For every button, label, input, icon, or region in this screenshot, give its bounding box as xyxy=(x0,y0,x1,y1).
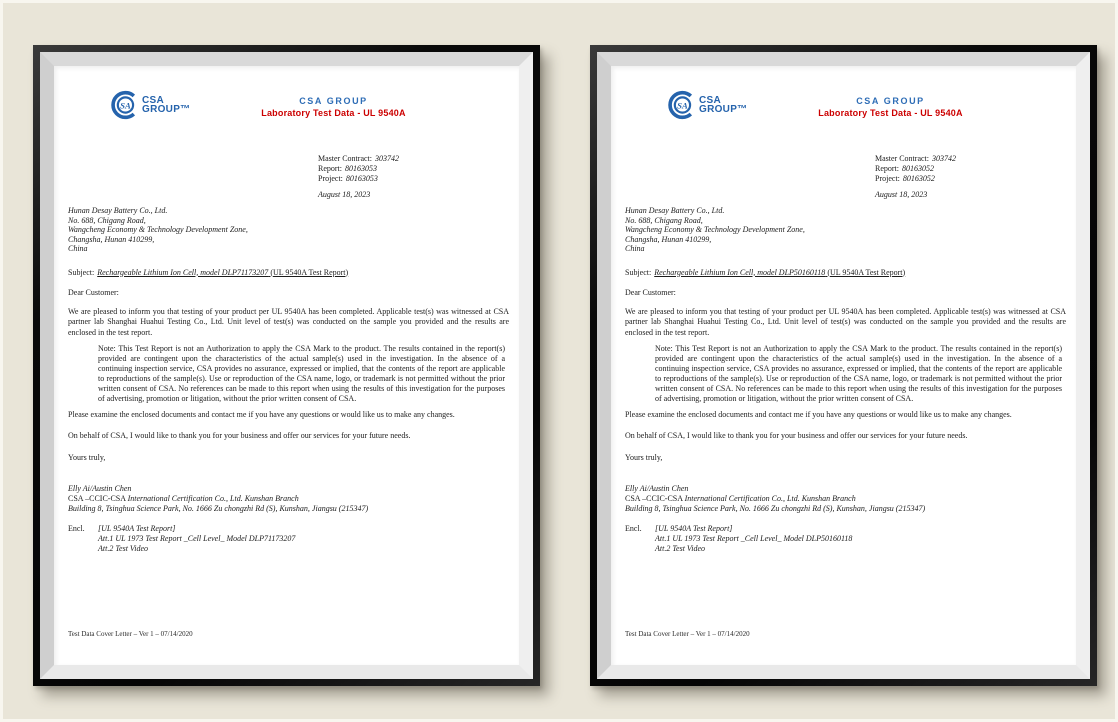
logo-word-2: GROUP™ xyxy=(699,104,748,115)
enclosure-item: Att.2 Test Video xyxy=(655,543,705,553)
letterhead xyxy=(68,90,509,146)
report-row: Report: 80163052 xyxy=(875,164,934,173)
address-line: Hunan Desay Battery Co., Ltd. xyxy=(625,206,725,215)
frame-mat xyxy=(597,52,1090,679)
svg-text:SA: SA xyxy=(120,100,131,111)
closing: Yours truly, xyxy=(68,453,106,462)
subject-label: Subject: xyxy=(625,267,652,277)
subject-line xyxy=(68,268,509,279)
address-line: No. 688, Chigang Road, xyxy=(625,215,703,225)
enclosure-item: Att.1 UL 1973 Test Report _Cell Level_ Model DLP71173207 xyxy=(98,533,296,543)
letter-date: August 18, 2023 xyxy=(875,190,928,199)
body-paragraph-3: On behalf of CSA, I would like to thank you for your business and offer our services for your future needs. xyxy=(625,430,968,440)
letter-page xyxy=(611,66,1076,665)
enclosures-label: Encl. xyxy=(625,523,642,533)
svg-text:SA: SA xyxy=(677,100,688,111)
letter-date: August 18, 2023 xyxy=(318,190,371,199)
address-line: China xyxy=(68,244,88,253)
report-value: 80163053 xyxy=(345,164,377,173)
address-line: Wangcheng Economy & Technology Development Zone, xyxy=(68,225,248,234)
signature-block xyxy=(625,484,1066,514)
logo-word-1: CSA xyxy=(142,94,165,106)
letter-frame-left xyxy=(33,45,540,686)
note-paragraph: Note: This Test Report is not an Authorization to apply the CSA Mark to the product. The results contained in the report(s) provided are contingent upon the characteristics of the actual sample(s) used in the investigation. In the absence of a continuing inspection service, CSA provides no assurance, expressed or implied, that the contents of the report are applicable to reproductions of the sample(s). Use or reproduction of the CSA name, logo, or trademark is not permitted without the prior written consent of CSA. No references can be made to this report when using the results of this investigation for the purposes of advertising, promotion or litigation, without the prior written consent of CSA. xyxy=(98,344,505,403)
body-paragraph-1: We are pleased to inform you that testing of your product per UL 9540A has been completed. Applicable test(s) was witnessed at CSA partner lab Shanghai Huahui Testing Co., Ltd. Unit level of test(s) was conducted on the sample you provided and the results are enclosed in the test report. xyxy=(68,306,509,337)
master-contract-row: Master Contract: 303742 xyxy=(875,154,956,163)
subject-suffix: (UL 9540A Test Report) xyxy=(268,267,349,277)
letterhead xyxy=(625,90,1066,146)
signer-company: CSA –CCIC-CSA International Certification Co., Ltd. Kunshan Branch xyxy=(68,493,299,503)
master-contract-value: 303742 xyxy=(931,154,956,163)
csa-emblem-icon xyxy=(665,90,697,120)
address-line: No. 688, Chigang Road, xyxy=(68,215,146,225)
body-paragraph-2: Please examine the enclosed documents and contact me if you have any questions or would like us to make any changes. xyxy=(625,410,1012,419)
recipient-address xyxy=(68,206,509,254)
enclosures-block xyxy=(68,524,509,554)
report-row: Report: 80163053 xyxy=(318,164,377,173)
subject-model: Rechargeable Lithium Ion Cell, model DLP71173207 xyxy=(97,267,269,277)
logo-word-2: GROUP™ xyxy=(142,104,191,115)
reference-block xyxy=(318,154,509,200)
frame-mat xyxy=(40,52,533,679)
enclosures-label: Encl. xyxy=(68,523,85,533)
letter-page xyxy=(54,66,519,665)
closing: Yours truly, xyxy=(625,453,663,462)
master-contract-row: Master Contract: 303742 xyxy=(318,154,399,163)
signer-company: CSA –CCIC-CSA International Certification Co., Ltd. Kunshan Branch xyxy=(625,493,856,503)
project-row: Project: 80163052 xyxy=(875,174,935,183)
signer-address: Building 8, Tsinghua Science Park, No. 1666 Zu chongzhi Rd (S), Kunshan, Jiangsu (215347) xyxy=(625,503,926,513)
letterhead-subtitle: Laboratory Test Data - UL 9540A xyxy=(818,107,963,118)
csa-emblem-icon xyxy=(108,90,140,120)
project-value: 80163052 xyxy=(902,174,935,183)
document-footer: Test Data Cover Letter – Ver 1 – 07/14/2020 xyxy=(625,629,750,638)
salutation: Dear Customer: xyxy=(68,288,119,297)
address-line: Changsha, Hunan 410299, xyxy=(68,234,155,244)
enclosures-block xyxy=(625,524,1066,554)
body-paragraph-1: We are pleased to inform you that testing of your product per UL 9540A has been completed. Applicable test(s) was witnessed at CSA partner lab Shanghai Huahui Testing Co., Ltd. Unit level of test(s) was conducted on the sample you provided and the results are enclosed in the test report. xyxy=(625,306,1066,337)
letter-frame-right xyxy=(590,45,1097,686)
signer-name: Elly Ai/Austin Chen xyxy=(68,483,132,493)
recipient-address xyxy=(625,206,1066,254)
address-line: Wangcheng Economy & Technology Development Zone, xyxy=(625,225,805,234)
address-line: Hunan Desay Battery Co., Ltd. xyxy=(68,206,168,215)
letterhead-title-block xyxy=(158,96,509,118)
letterhead-title: CSA GROUP xyxy=(299,96,368,106)
reference-block xyxy=(875,154,1066,200)
subject-suffix: (UL 9540A Test Report) xyxy=(825,267,906,277)
body-paragraph-2: Please examine the enclosed documents and contact me if you have any questions or would like us to make any changes. xyxy=(68,410,455,419)
document-footer: Test Data Cover Letter – Ver 1 – 07/14/2020 xyxy=(68,629,193,638)
enclosure-item: [UL 9540A Test Report] xyxy=(655,523,733,533)
subject-line xyxy=(625,268,1066,279)
signature-block xyxy=(68,484,509,514)
project-row: Project: 80163053 xyxy=(318,174,378,183)
report-value: 80163052 xyxy=(902,164,934,173)
subject-model: Rechargeable Lithium Ion Cell, model DLP50160118 xyxy=(654,267,826,277)
enclosure-item: Att.1 UL 1973 Test Report _Cell Level_ Model DLP50160118 xyxy=(655,533,853,543)
enclosure-item: [UL 9540A Test Report] xyxy=(98,523,176,533)
project-value: 80163053 xyxy=(345,174,378,183)
address-line: China xyxy=(625,244,645,253)
master-contract-value: 303742 xyxy=(374,154,399,163)
signer-name: Elly Ai/Austin Chen xyxy=(625,483,689,493)
salutation: Dear Customer: xyxy=(625,288,676,297)
letterhead-title-block xyxy=(715,96,1066,118)
letterhead-title: CSA GROUP xyxy=(856,96,925,106)
subject-label: Subject: xyxy=(68,267,95,277)
enclosure-item: Att.2 Test Video xyxy=(98,543,148,553)
letterhead-subtitle: Laboratory Test Data - UL 9540A xyxy=(261,107,406,118)
body-paragraph-3: On behalf of CSA, I would like to thank you for your business and offer our services for your future needs. xyxy=(68,430,411,440)
signer-address: Building 8, Tsinghua Science Park, No. 1666 Zu chongzhi Rd (S), Kunshan, Jiangsu (215347) xyxy=(68,503,369,513)
logo-word-1: CSA xyxy=(699,94,722,106)
address-line: Changsha, Hunan 410299, xyxy=(625,234,712,244)
note-paragraph: Note: This Test Report is not an Authorization to apply the CSA Mark to the product. The results contained in the report(s) provided are contingent upon the characteristics of the actual sample(s) used in the investigation. In the absence of a continuing inspection service, CSA provides no assurance, expressed or implied, that the contents of the report are applicable to reproductions of the sample(s). Use or reproduction of the CSA name, logo, or trademark is not permitted without the prior written consent of CSA. No references can be made to this report when using the results of this investigation for the purposes of advertising, promotion or litigation, without the prior written consent of CSA. xyxy=(655,344,1062,403)
